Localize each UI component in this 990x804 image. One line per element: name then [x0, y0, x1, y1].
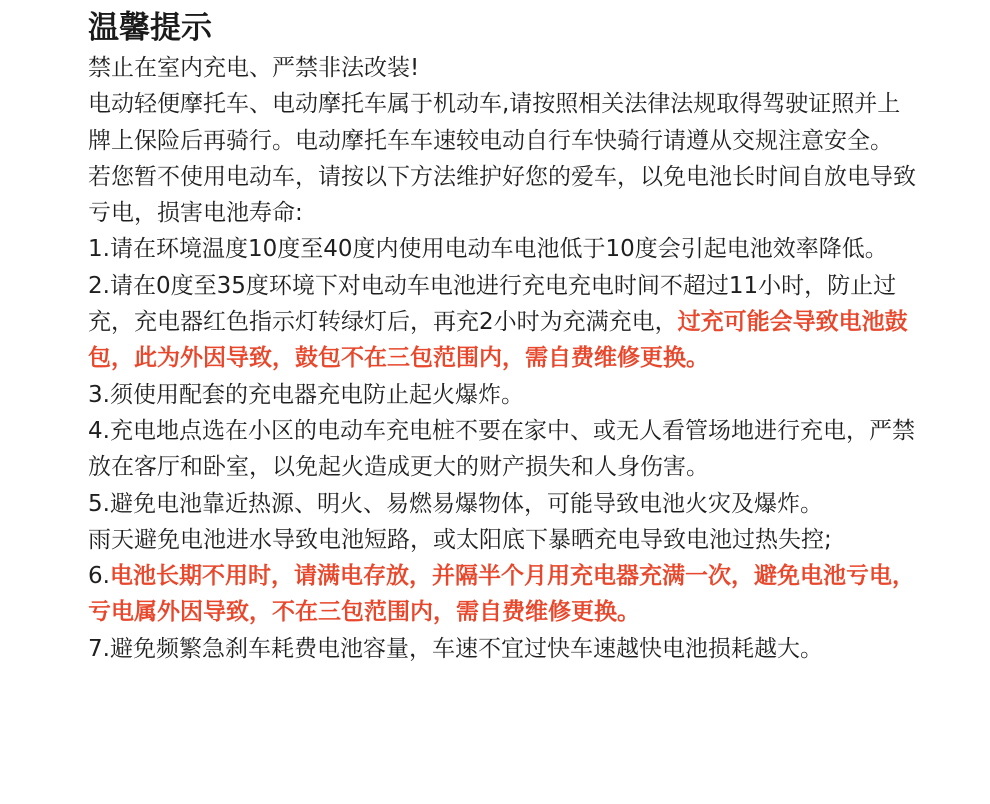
notice-item-2-text: 2.请在0度至35度环境下对电动车电池进行充电充电时间不超过11小时，防止过充，充电器红色指示灯转绿灯后，再充2小时为充满充电，: [88, 272, 897, 336]
notice-item-6: [88, 558, 918, 631]
notice-title: 温馨提示: [88, 10, 212, 46]
notice-item-3: 3.须使用配套的充电器充电防止起火爆炸。: [88, 381, 524, 408]
notice-paragraph: 禁止在室内充电、严禁非法改装!: [88, 55, 420, 81]
notice-item-7: 7.避免频繁急刹车耗费电池容量，车速不宜过快车速越快电池损耗越大。: [88, 635, 823, 662]
notice-item-6-warning: 电池长期不用时，请满电存放，并隔半个月用充电器充满一次，避免电池亏电，亏电属外因导致，不在三包范围内，需自费维修更换。: [88, 563, 915, 626]
notice: [88, 6, 918, 667]
notice-item-6-number: 6.: [88, 563, 110, 590]
notice-item-5-continued: 雨天避免电池进水导致电池短路，或太阳底下暴晒充电导致电池过热失控;: [88, 526, 832, 553]
notice-paragraph: 若您暂不使用电动车，请按以下方法维护好您的爱车，以免电池长时间自放电导致亏电，损害电池寿命:: [88, 163, 916, 227]
notice-item-2-warning: 过充可能会导致电池鼓包，此为外因导致，鼓包不在三包范围内，需自费维修更换。: [88, 309, 908, 372]
notice-paragraph: 电动轻便摩托车、电动摩托车属于机动车,请按照相关法律法规取得驾驶证照并上牌上保险后再骑行。电动摩托车车速较电动自行车快骑行请遵从交规注意安全。: [88, 91, 901, 154]
notice-item-4: 4.充电地点选在小区的电动车充电桩不要在家中、或无人看管场地进行充电，严禁放在客厅和卧室，以免起火造成更大的财产损失和人身伤害。: [88, 417, 915, 481]
notice-item-1: 1.请在环境温度10度至40度内使用电动车电池低于10度会引起电池效率降低。: [88, 236, 888, 263]
notice-item-2: [88, 268, 918, 377]
notice-item-5: 5.避免电池靠近热源、明火、易燃易爆物体，可能导致电池火灾及爆炸。: [88, 490, 823, 517]
